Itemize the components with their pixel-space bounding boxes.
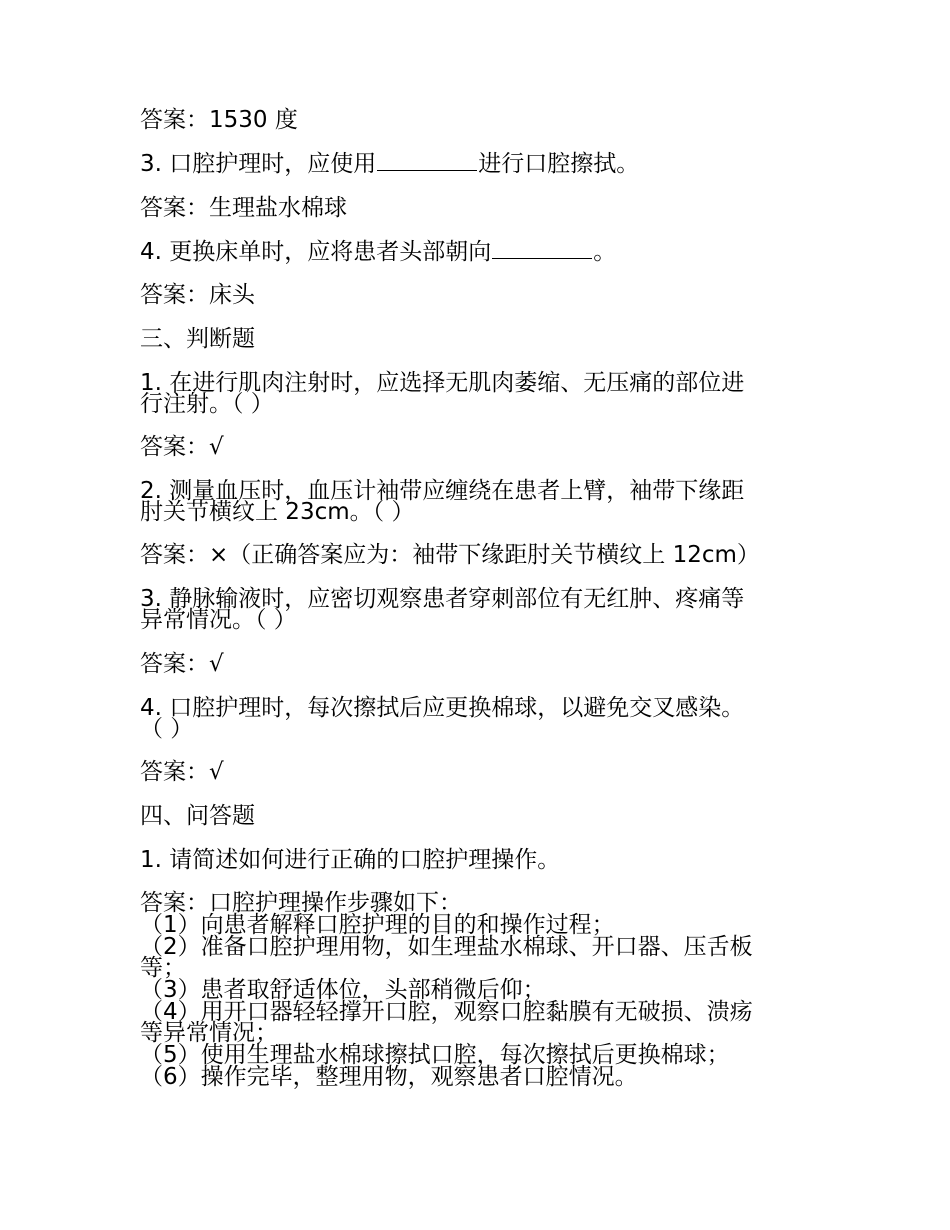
judgment-question-3-line2: 异常情况。（ ）: [140, 607, 297, 633]
judgment-question-4-line1: 4. 口腔护理时，每次擦拭后应更换棉球，以避免交叉感染。: [140, 695, 745, 721]
qa-step-3: （3）患者取舒适体位，头部稍微后仰；: [140, 977, 546, 1003]
answer-fill-2: 答案：1530 度: [140, 107, 298, 133]
section-heading-judgment: 三、判断题: [140, 326, 255, 352]
qa-step-4-line2: 等异常情况；: [140, 1020, 278, 1046]
qa-step-1: （1）向患者解释口腔护理的目的和操作过程；: [140, 912, 615, 938]
section-heading-qa: 四、问答题: [140, 803, 255, 829]
answer-blank: [377, 154, 477, 171]
fill-question-3: [140, 152, 820, 176]
question-text-tail: 进行口腔擦拭。: [478, 151, 640, 177]
qa-step-6: （6）操作完毕，整理用物，观察患者口腔情况。: [140, 1064, 638, 1090]
judgment-answer-3: 答案：√: [140, 651, 224, 677]
judgment-question-2-line1: 2. 测量血压时，血压计袖带应缠绕在患者上臂，袖带下缘距: [140, 478, 745, 504]
judgment-answer-4: 答案：√: [140, 759, 224, 785]
judgment-question-2-line2: 肘关节横纹上 23cm。（ ）: [140, 499, 415, 525]
qa-step-2-line1: （2）准备口腔护理用物，如生理盐水棉球、开口器、压舌板: [140, 934, 753, 960]
answer-fill-3: 答案：生理盐水棉球: [140, 195, 347, 221]
judgment-question-4-line2: （ ）: [140, 716, 194, 742]
answer-fill-4: 答案：床头: [140, 282, 255, 308]
qa-step-5: （5）使用生理盐水棉球擦拭口腔，每次擦拭后更换棉球；: [140, 1042, 730, 1068]
qa-question-1: 1. 请简述如何进行正确的口腔护理操作。: [140, 847, 561, 873]
judgment-question-1-line1: 1. 在进行肌肉注射时，应选择无肌肉萎缩、无压痛的部位进: [140, 370, 745, 396]
judgment-answer-2: 答案：×（正确答案应为：袖带下缘距肘关节横纹上 12cm）: [140, 542, 760, 568]
judgment-answer-1: 答案：√: [140, 434, 224, 460]
qa-step-2-line2: 等；: [140, 955, 186, 981]
answer-blank: [492, 242, 592, 259]
fill-question-4: [140, 240, 820, 264]
question-text: 3. 口腔护理时，应使用: [140, 151, 377, 177]
question-text: 4. 更换床单时，应将患者头部朝向: [140, 239, 492, 265]
judgment-question-1-line2: 行注射。（ ）: [140, 391, 274, 417]
question-text-tail: 。: [593, 239, 617, 265]
qa-answer-intro: 答案：口腔护理操作步骤如下：: [140, 890, 462, 916]
qa-step-4-line1: （4）用开口器轻轻撑开口腔，观察口腔黏膜有无破损、溃疡: [140, 999, 753, 1025]
judgment-question-3-line1: 3. 静脉输液时，应密切观察患者穿刺部位有无红肿、疼痛等: [140, 586, 745, 612]
